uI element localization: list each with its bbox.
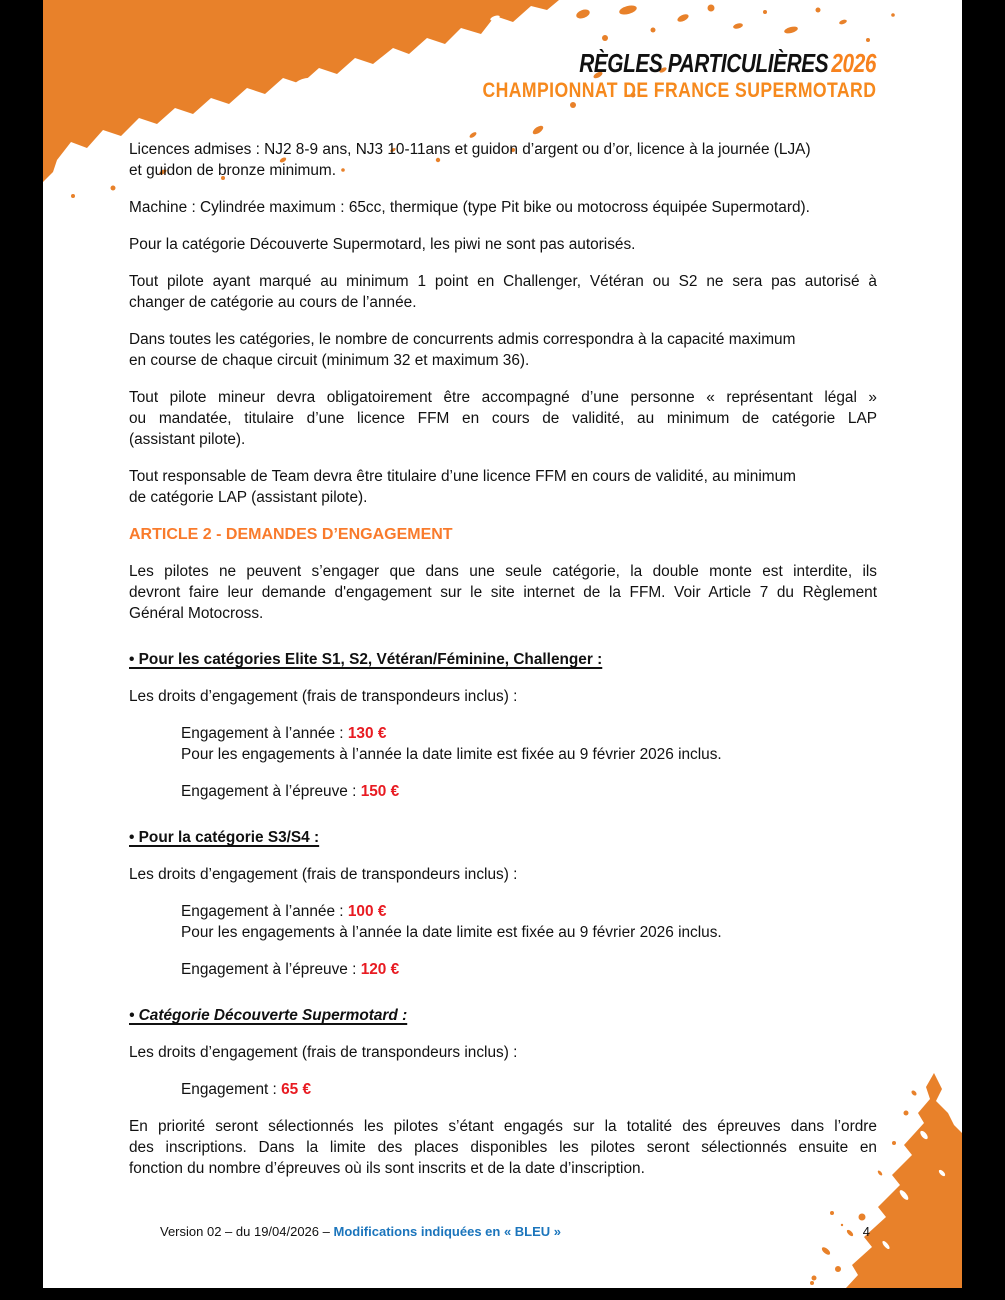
fee-label: Engagement à l’année : — [181, 903, 348, 920]
document-body — [129, 139, 877, 1195]
fees-block — [129, 901, 877, 943]
fee-label: Engagement : — [181, 1081, 282, 1098]
text-line: Les pilotes ne peuvent s’engager que dans une seule catégorie, la double monte est interdite, ils — [129, 563, 877, 580]
paragraph-changement-categorie — [129, 271, 877, 313]
text-line: en course de chaque circuit (minimum 32 et maximum 36). — [129, 352, 530, 369]
footer-version-text: Version 02 – du 19/04/2026 – — [160, 1224, 334, 1239]
fee-line — [181, 723, 877, 744]
fee-deadline: Pour les engagements à l’année la date limite est fixée au 9 février 2026 inclus. — [181, 924, 722, 941]
fee-line — [181, 1079, 877, 1100]
fee-deadline: Pour les engagements à l’année la date limite est fixée au 9 février 2026 inclus. — [181, 746, 722, 763]
fee-price: 120 € — [360, 961, 400, 978]
paragraph-priorite-selection — [129, 1116, 877, 1179]
fee-label: Engagement à l’année : — [181, 725, 348, 742]
fee-label: Engagement à l’épreuve : — [181, 783, 361, 800]
article-2-heading: ARTICLE 2 - DEMANDES D’ENGAGEMENT — [129, 526, 453, 543]
fee-line — [181, 781, 877, 802]
fee-price: 65 € — [281, 1081, 312, 1098]
rules-title-year: 2026 — [831, 48, 876, 78]
paragraph-pilote-mineur — [129, 387, 877, 450]
fees-block — [129, 781, 877, 802]
championship-subtitle: CHAMPIONNAT DE FRANCE SUPERMOTARD — [482, 78, 876, 102]
fees-intro: Les droits d’engagement (frais de transpondeurs inclus) : — [129, 688, 518, 705]
footer-modifications-note: Modifications indiquées en « BLEU » — [333, 1224, 562, 1239]
paragraph-responsable-team — [129, 466, 877, 508]
fees-block — [129, 1079, 877, 1100]
page-footer — [129, 1224, 876, 1239]
paragraph-machine — [129, 197, 877, 218]
fee-price: 130 € — [347, 725, 387, 742]
section-title-elite: • Pour les catégories Elite S1, S2, Vétéran/Féminine, Challenger : — [129, 651, 603, 668]
paragraph-capacite-circuit — [129, 329, 877, 371]
fee-line — [181, 901, 877, 922]
text-line: (assistant pilote). — [129, 431, 246, 448]
fees-block — [129, 723, 877, 765]
text-line: Tout pilote ayant marqué au minimum 1 point en Challenger, Vétéran ou S2 ne sera pas autorisé à — [129, 273, 877, 290]
document-page — [43, 0, 962, 1288]
text-line: Dans toutes les catégories, le nombre de concurrents admis correspondra à la capacité maximum — [129, 331, 796, 348]
fee-line — [181, 959, 877, 980]
footer-version — [129, 1224, 561, 1239]
text-line: Licences admises : NJ2 8-9 ans, NJ3 10-11ans et guidon d’argent ou d’or, licence à la journée (LJA) — [129, 141, 811, 158]
text-line: devront faire leur demande d'engagement sur le site internet de la FFM. Voir Article 7 du Règlement — [129, 584, 877, 601]
fees-intro: Les droits d’engagement (frais de transpondeurs inclus) : — [129, 866, 518, 883]
fee-label: Engagement à l’épreuve : — [181, 961, 361, 978]
page-number: 4 — [862, 1224, 870, 1239]
fees-block — [129, 959, 877, 980]
text-line: Machine : Cylindrée maximum : 65cc, thermique (type Pit bike ou motocross équipée Supermotard). — [129, 199, 810, 216]
text-line: ou mandatée, titulaire d’une licence FFM en cours de validité, au minimum de catégorie LAP — [129, 410, 877, 427]
text-line: changer de catégorie au cours de l’année. — [129, 294, 417, 311]
page-header — [129, 50, 876, 102]
paragraph-licences — [129, 139, 877, 181]
text-line: de catégorie LAP (assistant pilote). — [129, 489, 368, 506]
fees-intro: Les droits d’engagement (frais de transpondeurs inclus) : — [129, 1044, 518, 1061]
fee-price: 150 € — [360, 783, 400, 800]
paragraph-decouverte-piwi — [129, 234, 877, 255]
text-line: et guidon de bronze minimum. — [129, 162, 337, 179]
rules-title-text: RÈGLES PARTICULIÈRES — [579, 48, 829, 78]
text-line: des inscriptions. Dans la limite des places disponibles les pilotes seront sélectionnés ensuite en — [129, 1139, 877, 1156]
text-line: Tout pilote mineur devra obligatoirement être accompagné d’une personne « représentant légal » — [129, 389, 877, 406]
text-line: Général Motocross. — [129, 605, 264, 622]
rules-title — [579, 50, 876, 77]
text-line: En priorité seront sélectionnés les pilotes s’étant engagés sur la totalité des épreuves dans l’ordre — [129, 1118, 877, 1135]
text-line: fonction du nombre d’épreuves où ils sont inscrits et de la date d’inscription. — [129, 1160, 645, 1177]
text-line: Pour la catégorie Découverte Supermotard, les piwi ne sont pas autorisés. — [129, 236, 636, 253]
paragraph-engagement-intro — [129, 561, 877, 624]
section-title-s3s4: • Pour la catégorie S3/S4 : — [129, 829, 320, 846]
text-line: Tout responsable de Team devra être titulaire d’une licence FFM en cours de validité, au minimum — [129, 468, 796, 485]
fee-price: 100 € — [347, 903, 387, 920]
section-title-decouverte: • Catégorie Découverte Supermotard : — [129, 1007, 408, 1024]
